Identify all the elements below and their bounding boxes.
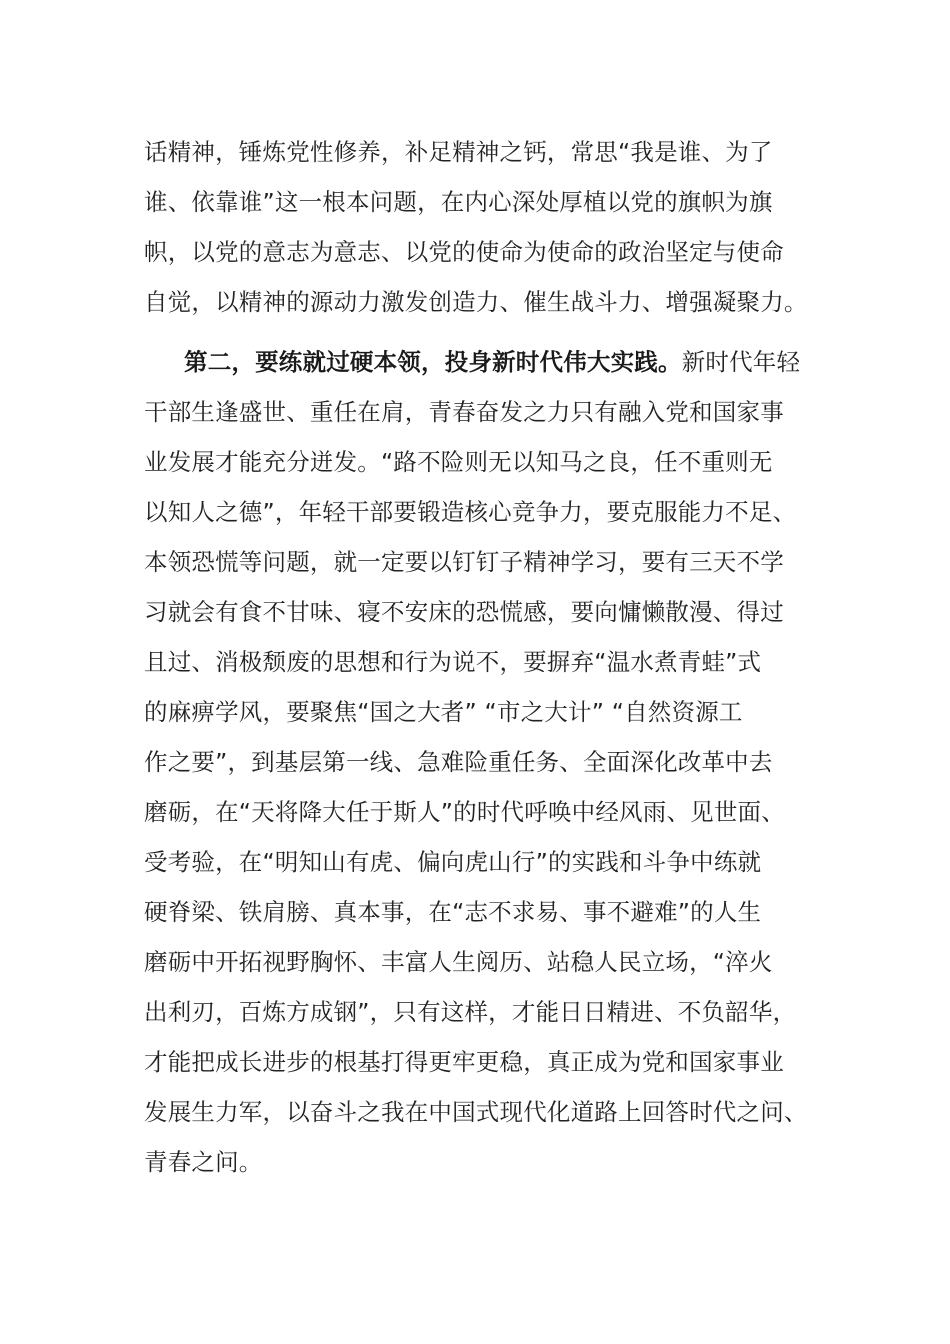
paragraph-line: 以知人之德”，年轻干部要锻造核心竞争力，要克服能力不足、	[144, 498, 797, 526]
paragraph-1	[144, 127, 824, 327]
paragraph-first-line	[144, 337, 824, 387]
paragraph-line: 才能把成长进步的根基打得更牢更稳，真正成为党和国家事业	[144, 1048, 784, 1076]
paragraph-line: 本领恐慌等问题，就一定要以钉钉子精神学习，要有三天不学	[144, 548, 784, 576]
section-heading: 第二，要练就过硬本领，投身新时代伟大实践。	[184, 348, 682, 376]
paragraph-line: 自觉，以精神的源动力激发创造力、催生战斗力、增强凝聚力。	[144, 288, 808, 316]
paragraph-text: 新时代年轻	[681, 348, 801, 376]
paragraph-line: 谁、依靠谁”这一根本问题，在内心深处厚植以党的旗帜为旗	[144, 188, 773, 216]
paragraph-line: 硬脊梁、铁肩膀、真本事，在“志不求易、事不避难”的人生	[144, 898, 762, 926]
paragraph-2	[144, 337, 824, 1187]
paragraph-line: 作之要”，到基层第一线、急难险重任务、全面深化改革中去	[144, 748, 773, 776]
paragraph-line: 习就会有食不甘味、寝不安床的恐慌感，要向慵懒散漫、得过	[144, 598, 784, 626]
paragraph-line: 青春之问。	[144, 1148, 263, 1176]
paragraph-line: 业发展才能充分迸发。“路不险则无以知马之良，任不重则无	[144, 448, 773, 476]
paragraph-line: 且过、消极颓废的思想和行为说不，要摒弃“温水煮青蛙”式	[144, 648, 762, 676]
paragraph-line: 的麻痹学风，要聚焦“国之大者” “市之大计” “自然资源工	[144, 698, 743, 726]
paragraph-line: 磨砺中开拓视野胸怀、丰富人生阅历、站稳人民立场，“淬火	[144, 948, 773, 976]
paragraph-line: 磨砺，在“天将降大任于斯人”的时代呼唤中经风雨、见世面、	[144, 798, 785, 826]
paragraph-line: 出利刃，百炼方成钢”，只有这样，才能日日精进、不负韶华，	[144, 998, 797, 1026]
paragraph-line: 帜，以党的意志为意志、以党的使命为使命的政治坚定与使命	[144, 238, 784, 266]
paragraph-line: 话精神，锤炼党性修养，补足精神之钙，常思“我是谁、为了	[144, 138, 773, 166]
paragraph-line: 干部生逢盛世、重任在肩，青春奋发之力只有融入党和国家事	[144, 398, 784, 426]
paragraph-line: 发展生力军，以奋斗之我在中国式现代化道路上回答时代之问、	[144, 1098, 808, 1126]
paragraph-line: 受考验，在“明知山有虎、偏向虎山行”的实践和斗争中练就	[144, 848, 762, 876]
